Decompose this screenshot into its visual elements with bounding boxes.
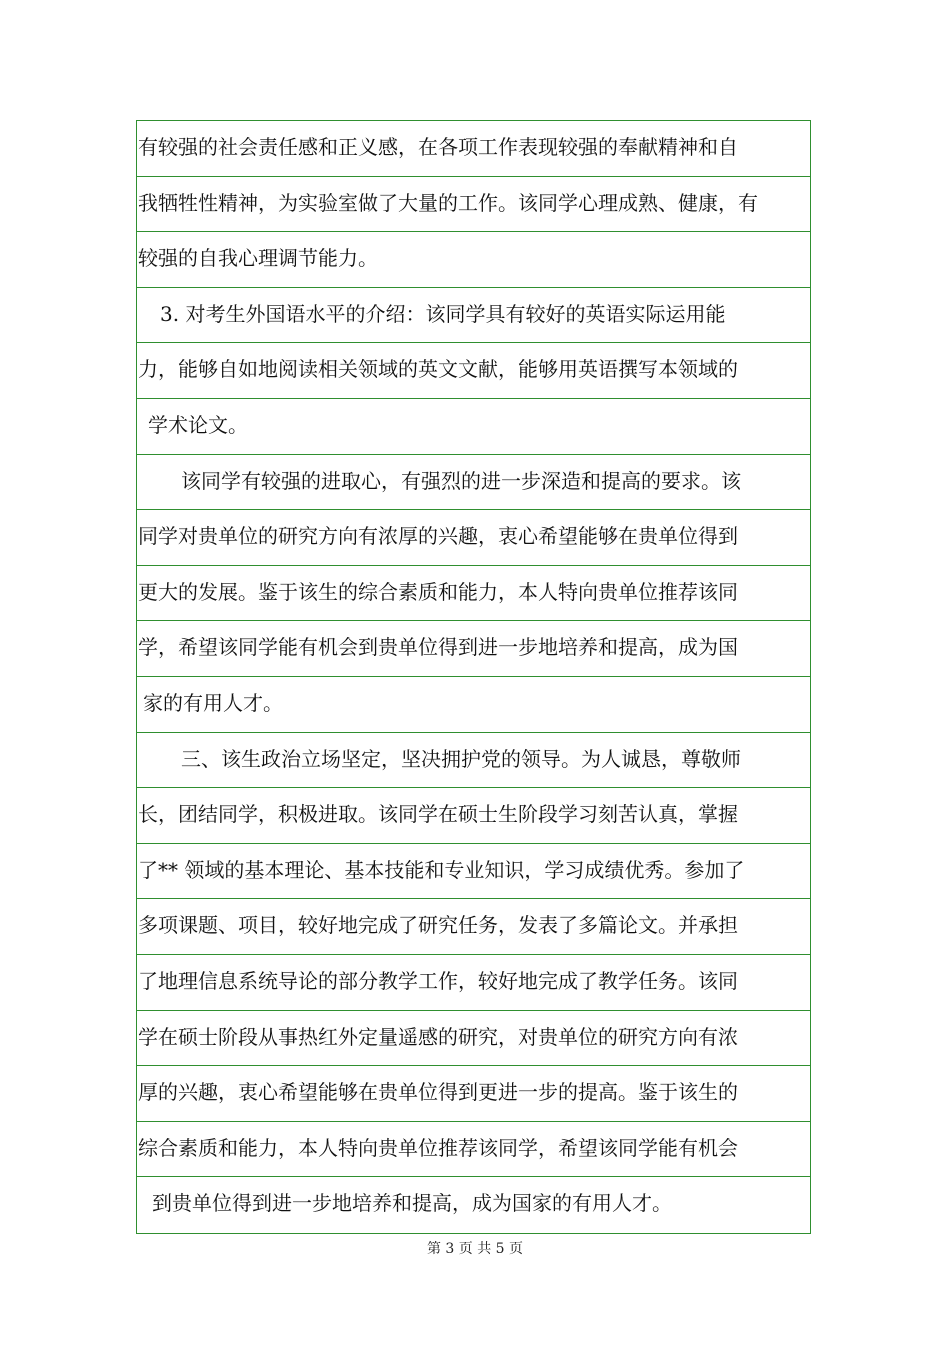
text-line: 了** 领域的基本理论、基本技能和专业知识，学习成绩优秀。参加了 — [137, 844, 810, 900]
text-line: 了地理信息系统导论的部分教学工作，较好地完成了教学任务。该同 — [137, 955, 810, 1011]
text-line: 较强的自我心理调节能力。 — [137, 232, 810, 288]
text-line: 我牺牲性精神，为实验室做了大量的工作。该同学心理成熟、健康，有 — [137, 177, 810, 233]
text-line: 学，希望该同学能有机会到贵单位得到进一步地培养和提高，成为国 — [137, 621, 810, 677]
page-footer: 第 3 页 共 5 页 — [426, 1241, 524, 1257]
text-line: 3. 对考生外国语水平的介绍：该同学具有较好的英语实际运用能 — [137, 288, 810, 344]
text-line: 三、该生政治立场坚定，坚决拥护党的领导。为人诚恳，尊敬师 — [137, 733, 810, 789]
text-line: 学术论文。 — [137, 399, 810, 455]
text-line: 力，能够自如地阅读相关领域的英文文献，能够用英语撰写本领域的 — [137, 343, 810, 399]
text-line: 厚的兴趣，衷心希望能够在贵单位得到更进一步的提高。鉴于该生的 — [137, 1066, 810, 1122]
text-line: 综合素质和能力，本人特向贵单位推荐该同学，希望该同学能有机会 — [137, 1122, 810, 1178]
text-line: 多项课题、项目，较好地完成了研究任务，发表了多篇论文。并承担 — [137, 899, 810, 955]
text-line: 该同学有较强的进取心，有强烈的进一步深造和提高的要求。该 — [137, 455, 810, 511]
text-line: 同学对贵单位的研究方向有浓厚的兴趣，衷心希望能够在贵单位得到 — [137, 510, 810, 566]
text-line: 家的有用人才。 — [137, 677, 810, 733]
text-line: 更大的发展。鉴于该生的综合素质和能力，本人特向贵单位推荐该同 — [137, 566, 810, 622]
text-line: 有较强的社会责任感和正义感，在各项工作表现较强的奉献精神和自 — [137, 121, 810, 177]
text-line: 到贵单位得到进一步地培养和提高，成为国家的有用人才。 — [152, 1191, 672, 1216]
text-line: 学在硕士阶段从事热红外定量遥感的研究，对贵单位的研究方向有浓 — [137, 1011, 810, 1067]
document-body — [136, 120, 811, 1234]
text-line: 长，团结同学，积极进取。该同学在硕士生阶段学习刻苦认真，掌握 — [137, 788, 810, 844]
